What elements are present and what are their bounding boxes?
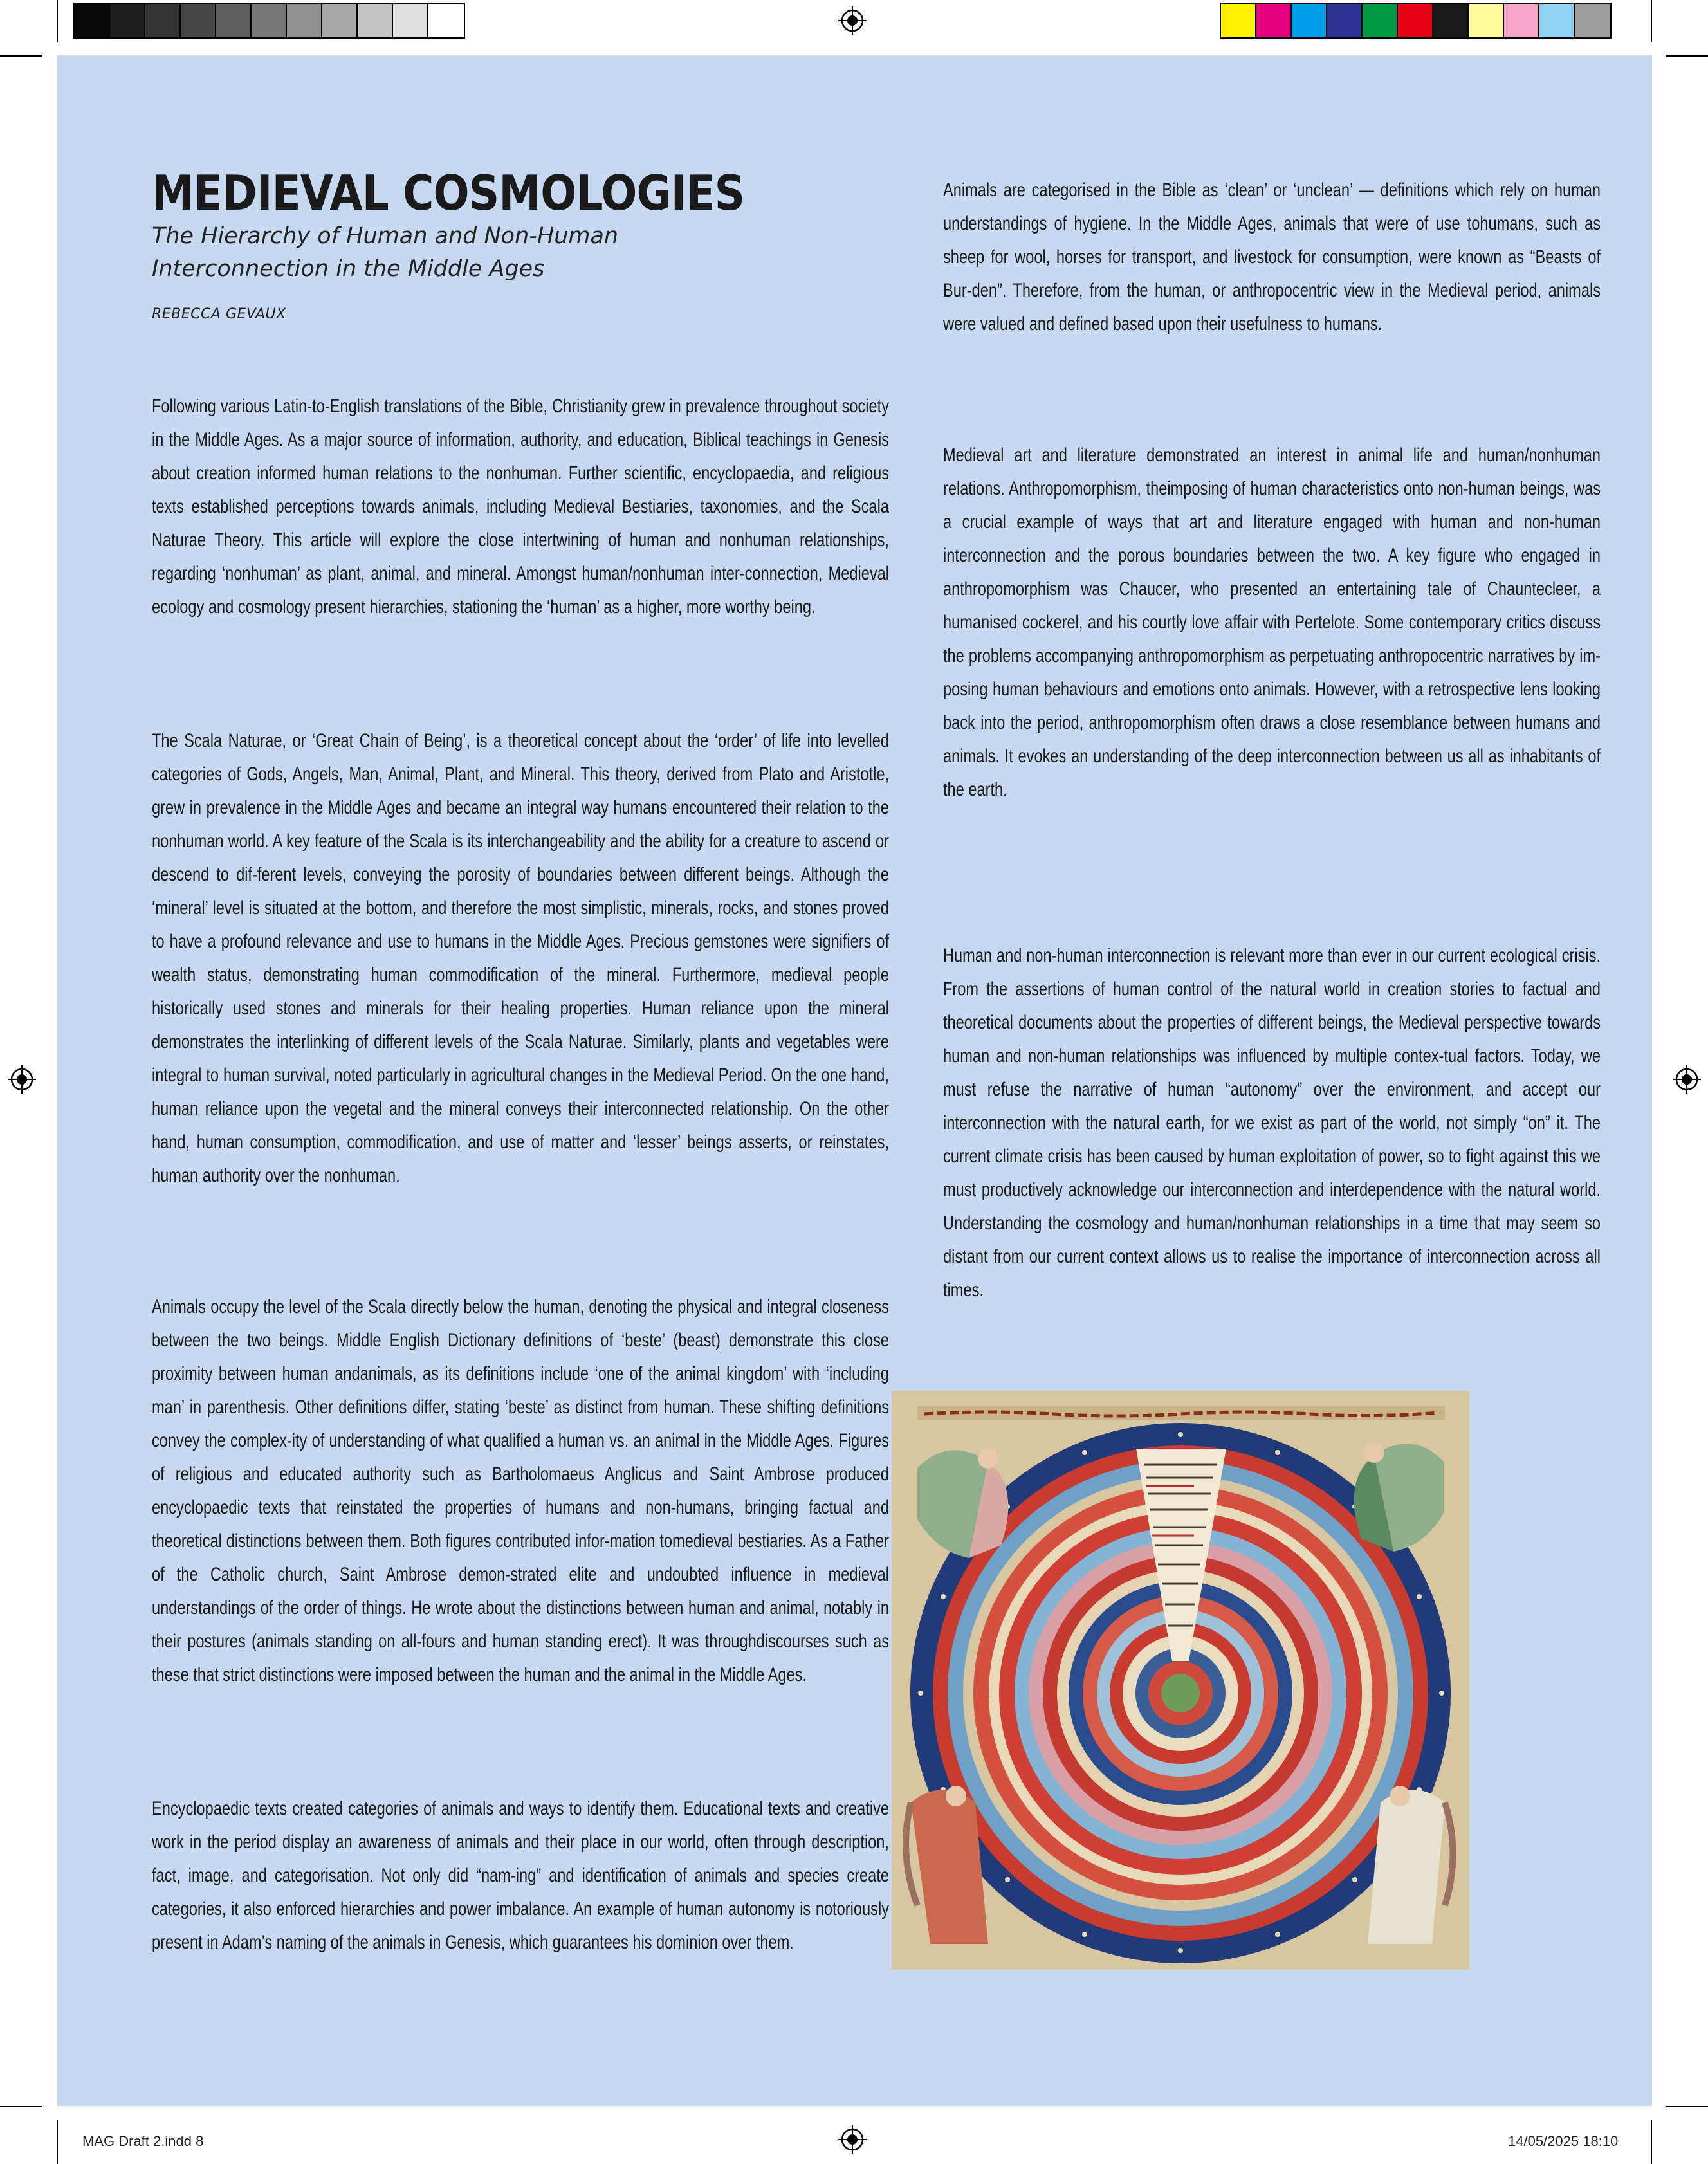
color-swatch bbox=[322, 4, 358, 37]
color-swatch bbox=[145, 4, 181, 37]
cosmology-illumination bbox=[892, 1391, 1469, 1970]
article-author: REBECCA GEVAUX bbox=[152, 306, 286, 322]
color-swatch bbox=[110, 4, 145, 37]
color-swatch bbox=[75, 4, 110, 37]
body-paragraph: Human and non-human interconnection is relevant more than ever in our current ecological crisis. From the assertions of human control of the natural world in creation stories to factual and theoretical documents about the properties of different beings, the Medieval perspective towards human and non-human relationships was influenced by multiple contex-tual factors. Today, we must refuse the narrative of human “autonomy” over the environment, and accept our interconnection with the natural earth, for we exist as part of the world, not simply “on” it. The current climate crisis has been caused by human exploitation of power, so to fight against this we must productively acknowledge our interconnection and interdependence with the natural world. Understanding the cosmology and human/nonhuman relationships in a time that may seem so distant from our current context allows us to realise the importance of interconnection across all times. bbox=[943, 945, 1601, 1301]
body-paragraph: Animals occupy the level of the Scala directly below the human, denoting the physical and integral closeness between the two beings. Middle English Dictionary definitions of ‘beste’ (beast) demonstrate this close proximity between human andanimals, as its definitions include ‘one of the animal kingdom’ with ‘including man’ in parenthesis. Other definitions differ, stating ‘beste’ as distinct from human. These shifting definitions convey the complex-ity of understanding of what qualified a human vs. an animal in the Middle Ages. Figures of religious and educated authority such as Bartholomaeus Anglicus and Saint Ambrose produced encyclopaedic texts that reinstated the properties of humans and non-humans, bringing factual and theoretical distinctions between them. Both figures contributed infor-mation tomedieval bestiaries. As a Father of the Catholic church, Saint Ambrose demon-strated elite and undoubted influence in medieval understandings of the order of things. He wrote about the distinctions between human and animal, notably in their postures (animals standing on all-fours and human standing erect). It was throughdiscourses such as these that strict distinctions were imposed between the human and the animal in the Middle Ages. bbox=[152, 1296, 889, 1685]
color-swatch bbox=[428, 4, 464, 37]
crop-mark bbox=[57, 0, 58, 42]
color-swatch bbox=[393, 4, 428, 37]
body-paragraph: Following various Latin-to-English translations of the Bible, Christianity grew in prevalence throughout society in the Middle Ages. As a major source of information, authority, and education, Biblical teachings in Genesis about creation informed human relations to the nonhuman. Further scientific, encyclopaedia, and religious texts established perceptions towards animals, including Medieval Bestiaries, taxonomies, and the Scala Naturae Theory. This article will explore the close intertwining of human and nonhuman relationships, regarding ‘nonhuman’ as plant, animal, and mineral. Amongst human/nonhuman inter-connection, Medieval ecology and cosmology present hierarchies, stationing the ‘human’ as a higher, more worthy being. bbox=[152, 396, 889, 618]
file-slug: MAG Draft 2.indd 8 bbox=[82, 2133, 204, 2149]
color-swatch bbox=[252, 4, 287, 37]
color-swatch bbox=[1433, 4, 1469, 37]
body-paragraph: Animals are categorised in the Bible as ‘clean’ or ‘unclean’ — definitions which rely on human understandings of hygiene. In the Middle Ages, animals that were of use tohumans, such as sheep for wool, horses for transport, and livestock for consumption, were known as “Beasts of Bur-den”. Therefore, from the human, or anthropocentric view in the Medieval period, animals were valued and defined based upon their usefulness to humans. bbox=[943, 179, 1601, 335]
crop-mark bbox=[1666, 2106, 1708, 2107]
body-paragraph: The Scala Naturae, or ‘Great Chain of Being’, is a theoretical concept about the ‘order’ of life into levelled categories of Gods, Angels, Man, Animal, Plant, and Mineral. This theory, derived from Plato and Aristotle, grew in prevalence in the Middle Ages and became an integral way humans encountered their relation to the nonhuman world. A key feature of the Scala is its interchangeability and the ability for a creature to ascend or descend to dif-ferent levels, conveying the porosity of boundaries between different beings. Although the ‘mineral’ level is situated at the bottom, and therefore the most simplistic, minerals, rocks, and stones proved to have a profound relevance and use to humans in the Middle Ages. Precious gemstones were signifiers of wealth status, demonstrating human commodification of the mineral. Furthermore, medieval people historically used stones and minerals for their healing properties. Human reliance upon the mineral demonstrates the interlinking of different levels of the Scala Naturae. Similarly, plants and vegetables were integral to human survival, noted particularly in agricultural changes in the Medieval Period. On the one hand, human reliance upon the vegetal and the mineral conveys their interconnected relationship. On the other hand, human consumption, commodification, and use of matter and ‘lesser’ beings asserts, or reinstates, human authority over the nonhuman. bbox=[152, 730, 889, 1186]
body-paragraph: Encyclopaedic texts created categories of animals and ways to identify them. Educational texts and creative work in the period display an awareness of animals and their place in our world, often through description, fact, image, and categorisation. Not only did “nam-ing” and identification of animals and species create categories, it also enforced hierarchies and power imbalance. An example of human autonomy is notoriously present in Adam’s naming of the animals in Genesis, which guarantees his dominion over them. bbox=[152, 1798, 889, 1953]
color-swatch bbox=[1327, 4, 1363, 37]
color-swatch bbox=[1539, 4, 1575, 37]
crop-mark bbox=[0, 2106, 42, 2107]
color-swatch bbox=[216, 4, 252, 37]
color-swatch bbox=[1575, 4, 1610, 37]
registration-mark-icon bbox=[1673, 1065, 1701, 1094]
cosmology-diagram bbox=[892, 1391, 1469, 1970]
color-swatch bbox=[1292, 4, 1327, 37]
color-swatch bbox=[1469, 4, 1504, 37]
date-slug: 14/05/2025 18:10 bbox=[1508, 2133, 1619, 2149]
color-swatch bbox=[181, 4, 216, 37]
article-title: MEDIEVAL COSMOLOGIES bbox=[152, 165, 745, 221]
crop-mark bbox=[1666, 55, 1708, 57]
registration-mark-icon bbox=[8, 1065, 36, 1094]
crop-mark bbox=[57, 2120, 58, 2164]
crop-mark bbox=[0, 55, 42, 57]
body-paragraph: Medieval art and literature demonstrated an interest in animal life and human/nonhuman relations. Anthropomorphism, theimposing of human characteristics onto non-human beings, was a crucial example of ways that art and literature engaged with human and non-human interconnection and the porous boundaries between the two. A key figure who engaged in anthropomorphism was Chaucer, who presented an entertaining tale of Chauntecleer, a humanised cockerel, and his courtly love affair with Pertelote. Some contemporary critics discuss the problems accompanying anthropomorphism as perpetuating anthropocentric narratives by im-posing human behaviours and emotions onto animals. However, with a retrospective lens looking back into the period, anthropomorphism often draws a close resemblance between humans and animals. It evokes an understanding of the deep interconnection between us all as inhabitants of the earth. bbox=[943, 445, 1601, 800]
inscription-band bbox=[917, 1406, 1445, 1420]
color-swatch bbox=[1398, 4, 1433, 37]
registration-mark-icon bbox=[838, 6, 867, 35]
crop-mark bbox=[1651, 0, 1652, 42]
color-swatch bbox=[1504, 4, 1539, 37]
article-subtitle: The Hierarchy of Human and Non-Human Interconnection in the Middle Ages bbox=[152, 223, 619, 282]
color-swatch bbox=[1363, 4, 1398, 37]
process-color-bar bbox=[1220, 3, 1612, 39]
crop-mark bbox=[1651, 2120, 1652, 2164]
color-swatch bbox=[1221, 4, 1256, 37]
grayscale-color-bar bbox=[73, 3, 465, 39]
color-swatch bbox=[287, 4, 322, 37]
color-swatch bbox=[1256, 4, 1292, 37]
registration-mark-icon bbox=[838, 2125, 867, 2154]
color-swatch bbox=[358, 4, 393, 37]
